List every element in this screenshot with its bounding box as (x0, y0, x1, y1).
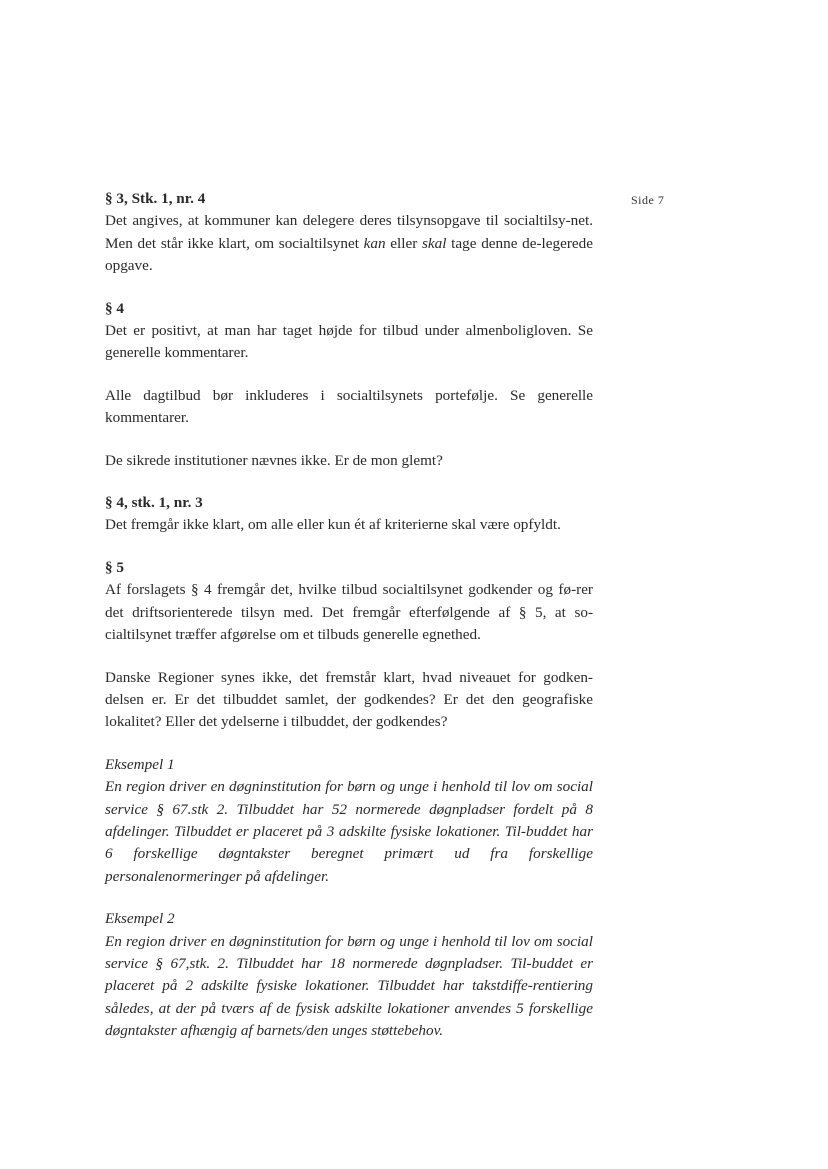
section-heading: § 4, stk. 1, nr. 3 (105, 494, 203, 512)
section-paragraph: Alle dagtilbud bør inkluderes i socialtilsynets portefølje. Se generelle kommentarer. (105, 386, 593, 427)
example-1 (105, 754, 593, 888)
section-paragraph: De sikrede institutioner nævnes ikke. Er de mon glemt? (105, 451, 443, 469)
paragraph-text: Det angives, at kommuner kan delegere deres tilsynsopgave til socialtilsy-net. Men det står ikke klart, om socialtilsynet (105, 212, 593, 252)
paragraph-text: tage denne de-legerede opgave. (105, 234, 593, 275)
section-paragraph (105, 210, 593, 277)
example-body: En region driver en døgninstitution for børn og unge i henhold til lov om social service § 67.stk 2. Tilbuddet har 52 normerede døgnpladser fordelt på 8 afdelinger. Tilbuddet er placeret på 3 adskilte fysiske lokationer. Til-buddet har 6 forskellige døgntakster beregnet primært ud fra forskellige personalenormeringer på afdelinger. (105, 778, 593, 885)
section-paragraph: Danske Regioner synes ikke, det fremstår klart, hvad niveauet for godken-delsen er. Er det tilbuddet samlet, der godkendes? Er det den geografiske lokalitet? Eller det ydelserne i tilbuddet, der godkendes? (105, 668, 593, 731)
document-body (105, 188, 593, 1063)
example-title: Eksempel 1 (105, 755, 175, 773)
section-heading: § 4 (105, 299, 124, 317)
section-heading: § 3, Stk. 1, nr. 4 (105, 190, 206, 207)
section-3-stk1-nr4 (105, 188, 593, 278)
section-5 (105, 557, 593, 734)
example-body: En region driver en døgninstitution for børn og unge i henhold til lov om social service § 67,stk. 2. Tilbuddet har 18 normerede døgnpladser. Til-buddet er placeret på 2 adskilte fysiske lokationer. Tilbuddet har takstdiffe-rentiering således, at der på tværs af de fysisk adskilte lokationer anvendes 5 forskellige døgntakster afhængig af barnets/den unges støttebehov. (105, 932, 593, 1040)
section-heading: § 5 (105, 558, 124, 576)
section-paragraph: Af forslagets § 4 fremgår det, hvilke tilbud socialtilsynet godkender og fø-rer det driftsorienterede tilsyn med. Det fremgår efterfølgende af § 5, at so-cialtilsynet træffer afgørelse om et tilbuds generelle egnethed. (105, 581, 593, 644)
paragraph-text: eller (385, 234, 422, 252)
section-paragraph: Det er positivt, at man har taget højde for tilbud under almenboligloven. Se generelle kommentarer. (105, 322, 593, 362)
page-number: Side 7 (631, 193, 665, 207)
section-4-stk1-nr3 (105, 492, 593, 537)
emphasis-kan: kan (363, 234, 386, 252)
section-4 (105, 298, 593, 472)
section-paragraph: Det fremgår ikke klart, om alle eller kun ét af kriterierne skal være opfyldt. (105, 516, 561, 534)
example-2 (105, 908, 593, 1042)
example-title: Eksempel 2 (105, 910, 175, 928)
emphasis-skal: skal (422, 234, 447, 252)
